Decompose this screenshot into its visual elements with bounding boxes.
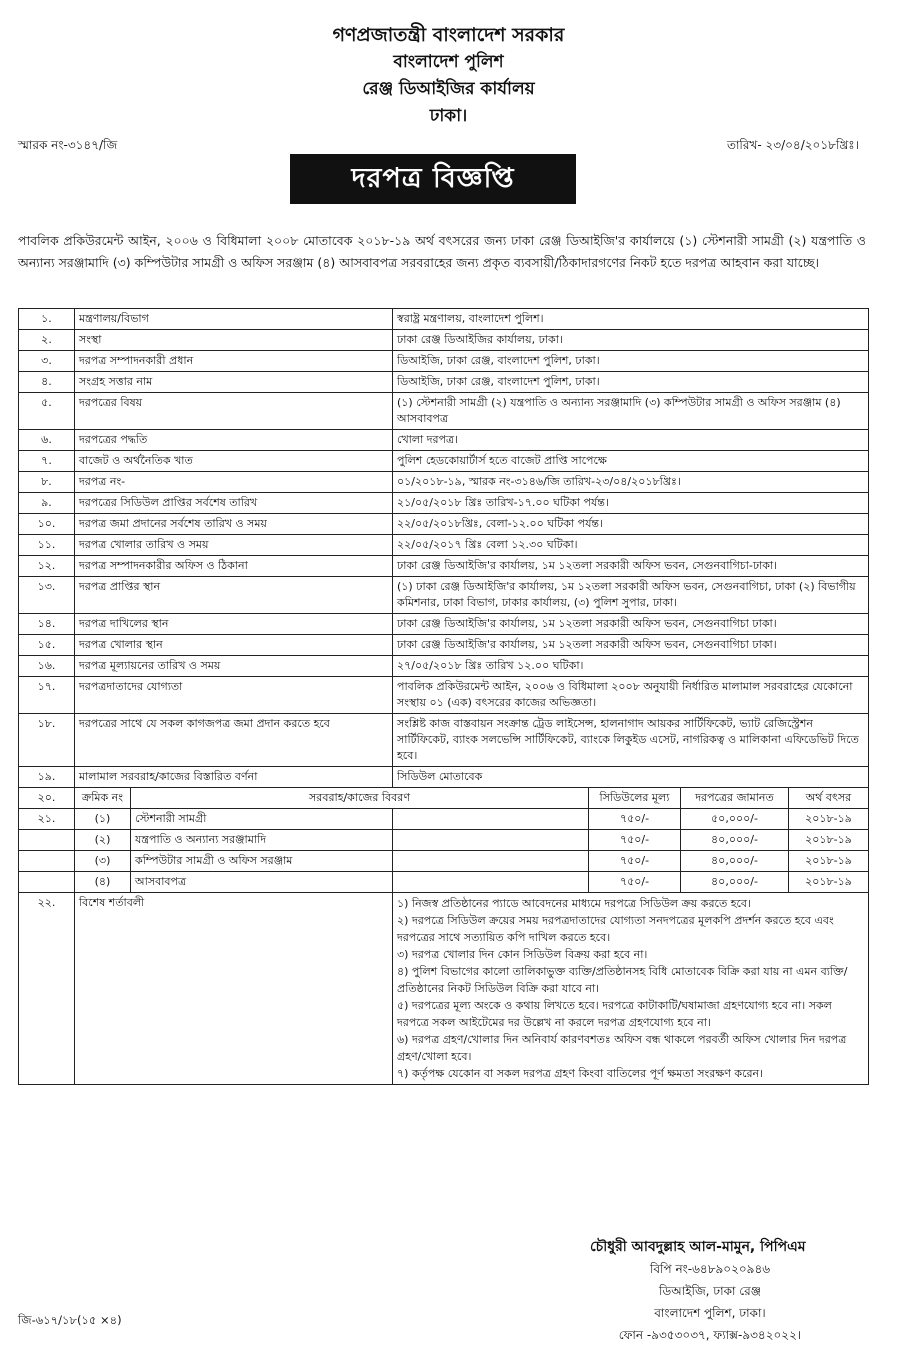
signature-block xyxy=(560,1236,860,1346)
row-number: ১৯. xyxy=(19,767,75,788)
row-number: ২১. xyxy=(19,809,75,830)
item-year: ২০১৮-১৯ xyxy=(789,830,869,851)
signatory-name: চৌধুরী আবদুল্লাহ আল-মামুন, পিপিএম xyxy=(590,1239,806,1255)
row-label: দরপত্র জমা প্রদানের সর্বশেষ তারিখ ও সময় xyxy=(75,514,393,535)
row-label: সংস্থা xyxy=(75,330,393,351)
row-label: বাজেট ও অর্থনৈতিক খাত xyxy=(75,451,393,472)
row-label: দরপত্রদাতাদের যোগ্যতা xyxy=(75,677,393,714)
row-number: ১০. xyxy=(19,514,75,535)
item-security: ৫০,০০০/- xyxy=(681,809,789,830)
row-label: দরপত্র সম্পাদনকারীর অফিস ও ঠিকানা xyxy=(75,556,393,577)
row-value: ঢাকা রেঞ্জ ডিআইজি'র কার্যালয়, ১ম ১২তলা সরকারী অফিস ভবন, সেগুনবাগিচা-ঢাকা। xyxy=(393,556,869,577)
item-year: ২০১৮-১৯ xyxy=(789,872,869,893)
table-row xyxy=(19,493,869,514)
conditions-row xyxy=(19,893,869,1085)
row-value: পাবলিক প্রকিউরমেন্ট আইন, ২০০৬ ও বিধিমালা ২০০৮ অনুযায়ী নির্ধারিত মালামাল সরবরাহের যেকোনো সংস্থায় ০১ (এক) বৎসরের কাজের অভিজ্ঞতা। xyxy=(393,677,869,714)
row-number: ৭. xyxy=(19,451,75,472)
row-value: ঢাকা রেঞ্জ ডিআইজি'র কার্যালয়, ১ম ১২তলা সরকারী অফিস ভবন, সেগুনবাগিচা ঢাকা। xyxy=(393,635,869,656)
table-row xyxy=(19,514,869,535)
item-security: ৪০,০০০/- xyxy=(681,851,789,872)
serial-header: ক্রমিক নং xyxy=(75,788,131,809)
row-label: মালামাল সরবরাহ/কাজের বিস্তারিত বর্ণনা xyxy=(75,767,393,788)
item-serial: (৩) xyxy=(75,851,131,872)
row-value: সংশ্লিষ্ট কাজ বাস্তবায়ন সংক্রান্ত ট্রেড লাইসেন্স, হালনাগাদ আয়কর সার্টিফিকেট, ভ্যাট রেজিস্ট্রেশন সার্টিফিকেট, ব্যাংক সলভেন্সি সার্টিফিকেট, ব্যাংকে লিকুইড এসেট, নাগরিকত্ব ও মালিকানা এফিডেভিট দিতে হবে। xyxy=(393,714,869,767)
condition-item: ৬) দরপত্র গ্রহণ/খোলার দিন অনিবার্য কারণবশতঃ অফিস বন্ধ থাকলে পরবর্তী অফিস খোলার দিন দরপত্র গ্রহণ/খোলা হবে। xyxy=(397,1033,847,1063)
row-value: ২৭/০৫/২০১৮ খ্রিঃ তারিখ ১২.০০ ঘটিকা। xyxy=(393,656,869,677)
letterhead xyxy=(0,22,897,130)
row-number xyxy=(19,851,75,872)
item-description: কম্পিউটার সামগ্রী ও অফিস সরঞ্জাম xyxy=(131,851,393,872)
item-description: স্টেশনারী সামগ্রী xyxy=(131,809,393,830)
row-number: ১২. xyxy=(19,556,75,577)
govt-name: গণপ্রজাতন্ত্রী বাংলাদেশ সরকার xyxy=(332,24,565,46)
item-security: ৪০,০০০/- xyxy=(681,830,789,851)
row-number: ২. xyxy=(19,330,75,351)
row-value: ০১/২০১৮-১৯, স্মারক নং-৩১৪৬/জি তারিখ-২৩/০৪/২০১৮খ্রিঃ। xyxy=(393,472,869,493)
row-value: (১) ঢাকা রেঞ্জ ডিআইজি'র কার্যালয়, ১ম ১২তলা সরকারী অফিস ভবন, সেগুনবাগিচা, ঢাকা (২) বিভাগীয় কমিশনার, ঢাকা বিভাগ, ঢাকার কার্যালয়, (৩) পুলিশ সুপার, ঢাকা। xyxy=(393,577,869,614)
row-number: ১৪. xyxy=(19,614,75,635)
signatory-bp: বিপি নং-৬৪৮৯০২০৯৪৬ xyxy=(649,1262,771,1276)
row-label: দরপত্র মূল্যায়নের তারিখ ও সময় xyxy=(75,656,393,677)
row-number xyxy=(19,872,75,893)
row-number: ২০. xyxy=(19,788,75,809)
row-number: ১১. xyxy=(19,535,75,556)
item-price: ৭৫০/- xyxy=(589,851,681,872)
table-row xyxy=(19,535,869,556)
row-number: ১৩. xyxy=(19,577,75,614)
row-label: মন্ত্রণালয়/বিভাগ xyxy=(75,309,393,330)
row-value: ডিআইজি, ঢাকা রেঞ্জ, বাংলাদেশ পুলিশ, ঢাকা। xyxy=(393,372,869,393)
item-row xyxy=(19,851,869,872)
row-label: দরপত্র প্রাপ্তির স্থান xyxy=(75,577,393,614)
intro-paragraph: পাবলিক প্রকিউরমেন্ট আইন, ২০০৬ ও বিধিমালা ২০০৮ মোতাবেক ২০১৮-১৯ অর্থ বৎসরের জন্য ঢাকা রেঞ্জ ডিআইজি'র কার্যালয়ে (১) স্টেশনারী সামগ্রী (২) যন্ত্রপাতি ও অন্যান্য সরঞ্জামাদি (৩) কম্পিউটার সামগ্রী ও অফিস সরঞ্জাম (৪) আসবাবপত্র সরবরাহের জন্য প্রকৃত ব্যবসায়ী/ঠিকাদারগণের নিকট হতে দরপত্র আহবান করা যাচ্ছে। xyxy=(18,233,866,270)
table-row xyxy=(19,372,869,393)
row-number: ২২. xyxy=(19,893,75,1085)
item-blank xyxy=(393,830,589,851)
year-header: অর্থ বৎসর xyxy=(789,788,869,809)
items-header-row xyxy=(19,788,869,809)
table-row xyxy=(19,430,869,451)
table-row xyxy=(19,351,869,372)
row-value: ঢাকা রেঞ্জ ডিআইজির কার্যালয়, ঢাকা। xyxy=(393,330,869,351)
row-label: দরপত্রের সিডিউল প্রাপ্তির সর্বশেষ তারিখ xyxy=(75,493,393,514)
table-row xyxy=(19,577,869,614)
row-label: দরপত্রের বিষয় xyxy=(75,393,393,430)
item-security: ৪০,০০০/- xyxy=(681,872,789,893)
item-price: ৭৫০/- xyxy=(589,872,681,893)
notice-date: তারিখ- ২৩/০৪/২০১৮খ্রিঃ। xyxy=(726,138,859,152)
condition-item: ৫) দরপত্রের মূল্য অংকে ও কথায় লিখতে হবে। দরপত্রে কাটাকাটি/ঘষামাজা গ্রহণযোগ্য হবে না। সকল দরপত্রে সকল আইটেমের দর উল্লেখ না করলে দরপত্র গ্রহণযোগ্য হবে না। xyxy=(397,999,832,1029)
item-row xyxy=(19,830,869,851)
item-description: আসবাবপত্র xyxy=(131,872,393,893)
table-row xyxy=(19,309,869,330)
signatory-designation: ডিআইজি, ঢাকা রেঞ্জ xyxy=(659,1284,761,1298)
row-label: বিশেষ শর্তাবলী xyxy=(75,893,393,1085)
row-number: ১৫. xyxy=(19,635,75,656)
row-label: দরপত্র খোলার স্থান xyxy=(75,635,393,656)
table-row xyxy=(19,451,869,472)
row-value: খোলা দরপত্র। xyxy=(393,430,869,451)
row-number: ৪. xyxy=(19,372,75,393)
notice-title: দরপত্র বিজ্ঞপ্তি xyxy=(290,154,576,204)
row-value: ডিআইজি, ঢাকা রেঞ্জ, বাংলাদেশ পুলিশ, ঢাকা। xyxy=(393,351,869,372)
item-blank xyxy=(393,809,589,830)
row-label: দরপত্র সম্পাদনকারী প্রধান xyxy=(75,351,393,372)
row-number: ১৬. xyxy=(19,656,75,677)
row-number: ৮. xyxy=(19,472,75,493)
item-description: যন্ত্রপাতি ও অন্যান্য সরঞ্জামাদি xyxy=(131,830,393,851)
item-row xyxy=(19,872,869,893)
security-header: দরপত্রের জামানত xyxy=(681,788,789,809)
condition-item: ৭) কর্তৃপক্ষ যেকোন বা সকল দরপত্র গ্রহণ কিংবা বাতিলের পূর্ণ ক্ষমতা সংরক্ষণ করেন। xyxy=(397,1067,764,1080)
condition-item: ২) দরপত্রে সিডিউল ক্রয়ের সময় দরপত্রদাতাদের যোগ্যতা সনদপত্রের মূলকপি প্রদর্শন করতে হবে এবং দরপত্রের সাথে সত্যায়িত কপি দাখিল করতে হবে। xyxy=(397,914,834,944)
signatory-org: বাংলাদেশ পুলিশ, ঢাকা। xyxy=(654,1306,766,1320)
row-value: ২২/০৫/২০১৭ খ্রিঃ বেলা ১২.৩০ ঘটিকা। xyxy=(393,535,869,556)
item-blank xyxy=(393,872,589,893)
footer-reference: জি-৬১৭/১৮(১৫ ×৪) xyxy=(18,1313,122,1327)
row-label: দরপত্রের পদ্ধতি xyxy=(75,430,393,451)
row-value: (১) স্টেশনারী সামগ্রী (২) যন্ত্রপাতি ও অন্যান্য সরঞ্জামাদি (৩) কম্পিউটার সামগ্রী ও অফিস সরঞ্জাম (৪) আসবাবপত্র xyxy=(393,393,869,430)
table-row xyxy=(19,614,869,635)
item-price: ৭৫০/- xyxy=(589,830,681,851)
item-row xyxy=(19,809,869,830)
row-value: ঢাকা রেঞ্জ ডিআইজি'র কার্যালয়, ১ম ১২তলা সরকারী অফিস ভবন, সেগুনবাগিচা ঢাকা। xyxy=(393,614,869,635)
item-serial: (৪) xyxy=(75,872,131,893)
item-serial: (১) xyxy=(75,809,131,830)
row-label: দরপত্র নং- xyxy=(75,472,393,493)
row-number: ১. xyxy=(19,309,75,330)
signatory-contact: ফোন -৯৩৫৩০৩৭, ফ্যাক্স-৯৩৪২০২২। xyxy=(618,1328,802,1342)
condition-item: ১) নিজস্ব প্রতিষ্ঠানের প্যাডে আবেদনের মাধ্যমে দরপত্রে সিডিউল ক্রয় করতে হবে। xyxy=(397,897,751,910)
item-blank xyxy=(393,851,589,872)
item-year: ২০১৮-১৯ xyxy=(789,809,869,830)
row-number: ১৭. xyxy=(19,677,75,714)
city-name: ঢাকা। xyxy=(429,106,468,126)
item-serial: (২) xyxy=(75,830,131,851)
table-row xyxy=(19,767,869,788)
tender-details-table xyxy=(18,308,869,1085)
table-row xyxy=(19,714,869,767)
row-number: ৩. xyxy=(19,351,75,372)
condition-item: ৩) দরপত্র খোলার দিন কোন সিডিউল বিক্রয় করা হবে না। xyxy=(397,948,648,961)
row-number xyxy=(19,830,75,851)
row-label: দরপত্র দাখিলের স্থান xyxy=(75,614,393,635)
row-value: ২২/০৫/২০১৮খ্রিঃ, বেলা-১২.০০ ঘটিকা পর্যন্ত। xyxy=(393,514,869,535)
table-row xyxy=(19,677,869,714)
description-header: সরবরাহ/কাজের বিবরণ xyxy=(131,788,589,809)
office-name: রেঞ্জ ডিআইজির কার্যালয় xyxy=(362,79,535,99)
item-price: ৭৫০/- xyxy=(589,809,681,830)
table-row xyxy=(19,330,869,351)
table-row xyxy=(19,556,869,577)
item-year: ২০১৮-১৯ xyxy=(789,851,869,872)
table-row xyxy=(19,656,869,677)
memo-number: স্মারক নং-৩১৪৭/জি xyxy=(18,138,118,152)
row-label: দরপত্রের সাথে যে সকল কাগজপত্র জমা প্রদান করতে হবে xyxy=(75,714,393,767)
dept-name: বাংলাদেশ পুলিশ xyxy=(393,52,504,72)
row-number: ৯. xyxy=(19,493,75,514)
row-value: স্বরাষ্ট্র মন্ত্রণালয়, বাংলাদেশ পুলিশ। xyxy=(393,309,869,330)
row-value: ২১/০৫/২০১৮ খ্রিঃ তারিখ-১৭.০০ ঘটিকা পর্যন্ত। xyxy=(393,493,869,514)
table-row xyxy=(19,393,869,430)
row-number: ৫. xyxy=(19,393,75,430)
price-header: সিডিউলের মূল্য xyxy=(589,788,681,809)
row-value: পুলিশ হেডকোয়ার্টার্স হতে বাজেট প্রাপ্তি সাপেক্ষে xyxy=(393,451,869,472)
row-value: সিডিউল মোতাবেক xyxy=(393,767,869,788)
table-row xyxy=(19,635,869,656)
row-number: ১৮. xyxy=(19,714,75,767)
row-label: সংগ্রহ সত্তার নাম xyxy=(75,372,393,393)
row-label: দরপত্র খোলার তারিখ ও সময় xyxy=(75,535,393,556)
row-number: ৬. xyxy=(19,430,75,451)
condition-item: ৪) পুলিশ বিভাগের কালো তালিকাভুক্ত ব্যক্তি/প্রতিষ্ঠানসহ বিধি মোতাবেক বিক্রি করা যায় না এমন ব্যক্তি/প্রতিষ্ঠানের নিকট সিডিউল বিক্রি করা যাবে না। xyxy=(397,965,848,995)
conditions-list xyxy=(393,893,869,1085)
table-row xyxy=(19,472,869,493)
